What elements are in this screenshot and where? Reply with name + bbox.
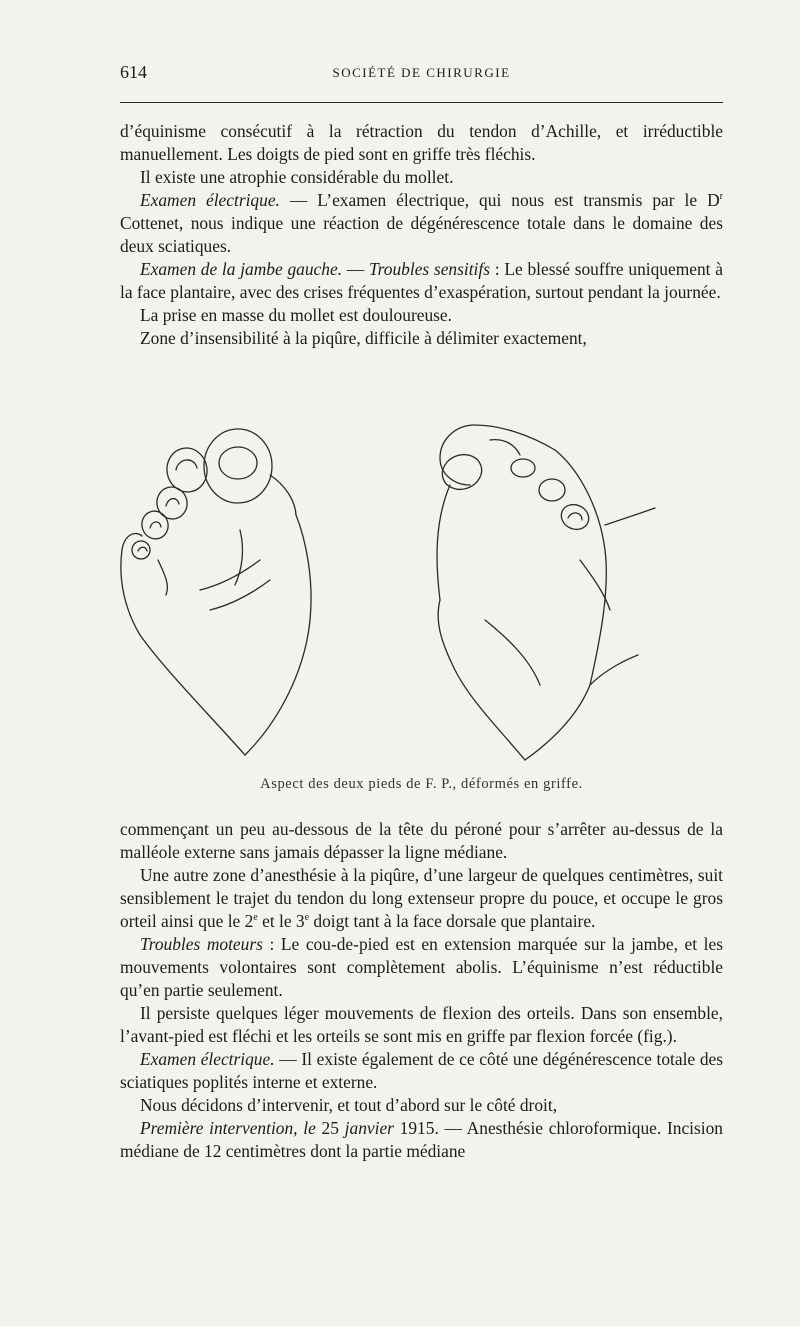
paragraph: d’équinisme consécutif à la rétraction du tendon d’Achille, et irréductible manuellement. Les doigts de pied sont en griffe très fléchis.	[120, 121, 723, 164]
text-run: doigt tant à la face dorsale que plantaire.	[309, 911, 596, 931]
header-rule	[120, 102, 723, 103]
paragraph: commençant un peu au-dessous de la tête du péroné pour s’arrêter au-dessus de la malléole externe sans jamais dépasser la ligne médiane.	[120, 819, 723, 862]
bottom-text-block	[120, 818, 723, 1163]
text-run: — L’examen électrique, qui nous est transmis par le D	[279, 190, 720, 210]
paragraph: Il existe une atrophie considérable du mollet.	[140, 167, 454, 187]
page-number: 614	[120, 62, 147, 82]
superscript: r	[719, 191, 723, 203]
text-run: Une autre zone d’anesthésie à la piqûre, d’une largeur de quelques centimètres, suit sensiblement le trajet du tendon du long extenseur propre du pouce, et occupe le gros orteil ainsi que le 2	[120, 865, 723, 931]
paragraph: La prise en masse du mollet est douloureuse.	[140, 305, 452, 325]
section-label: Première intervention, le	[140, 1118, 316, 1138]
superscript: e	[253, 912, 258, 924]
page-header	[120, 62, 723, 86]
running-title: SOCIÉTÉ DE CHIRURGIE	[332, 65, 511, 80]
text-run: : Le cou-de-pied est en extension marquée sur la jambe, et les mouvements volontaires sont complètement abolis. L’équinisme n’est réductible qu’en partie seulement.	[120, 934, 723, 1000]
text-run: — Il existe également de ce côté une dégénérescence totale des sciatiques poplités interne et externe.	[120, 1049, 724, 1092]
paragraph	[120, 933, 723, 1002]
feet-illustration	[110, 410, 740, 780]
section-label: janvier	[344, 1118, 394, 1138]
section-label: Examen électrique.	[140, 1049, 275, 1069]
superscript: e	[304, 912, 310, 924]
left-foot-drawing	[121, 429, 311, 755]
section-label: Troubles moteurs	[140, 934, 263, 954]
text-run: 1915. — Anesthésie chloroformique. Incision médiane de 12 centimètres dont la partie médiane	[120, 1118, 723, 1161]
paragraph	[120, 864, 723, 933]
paragraph: Zone d’insensibilité à la piqûre, difficile à délimiter exactement,	[140, 328, 587, 348]
paragraph	[120, 189, 723, 258]
figure-caption: Aspect des deux pieds de F. P., déformés en griffe.	[260, 776, 583, 792]
top-text-block	[120, 120, 723, 350]
section-label: Troubles sensitifs	[368, 259, 490, 279]
paragraph: Il persiste quelques léger mouvements de flexion des orteils. Dans son ensemble, l’avant-pied est fléchi et les orteils se sont mis en griffe par flexion forcée (fig.).	[120, 1003, 723, 1046]
paragraph: Nous décidons d’intervenir, et tout d’abord sur le côté droit,	[140, 1095, 558, 1115]
text-run: et le 3	[257, 911, 305, 931]
section-label: Examen électrique.	[140, 190, 280, 210]
section-label: Examen de la jambe gauche.	[140, 259, 343, 279]
text-run: : Le blessé souffre uniquement à la face plantaire, avec des crises fréquentes d’exaspération, surtout pendant la journée.	[120, 259, 723, 302]
right-foot-drawing	[437, 425, 655, 760]
text-run: 25	[315, 1118, 345, 1138]
text-run: Cottenet, nous indique une réaction de dégénérescence totale dans le domaine des deux sciatiques.	[120, 213, 723, 256]
paragraph	[120, 1117, 723, 1163]
paragraph	[120, 258, 723, 304]
paragraph	[120, 1048, 723, 1094]
text-run: —	[342, 259, 369, 279]
